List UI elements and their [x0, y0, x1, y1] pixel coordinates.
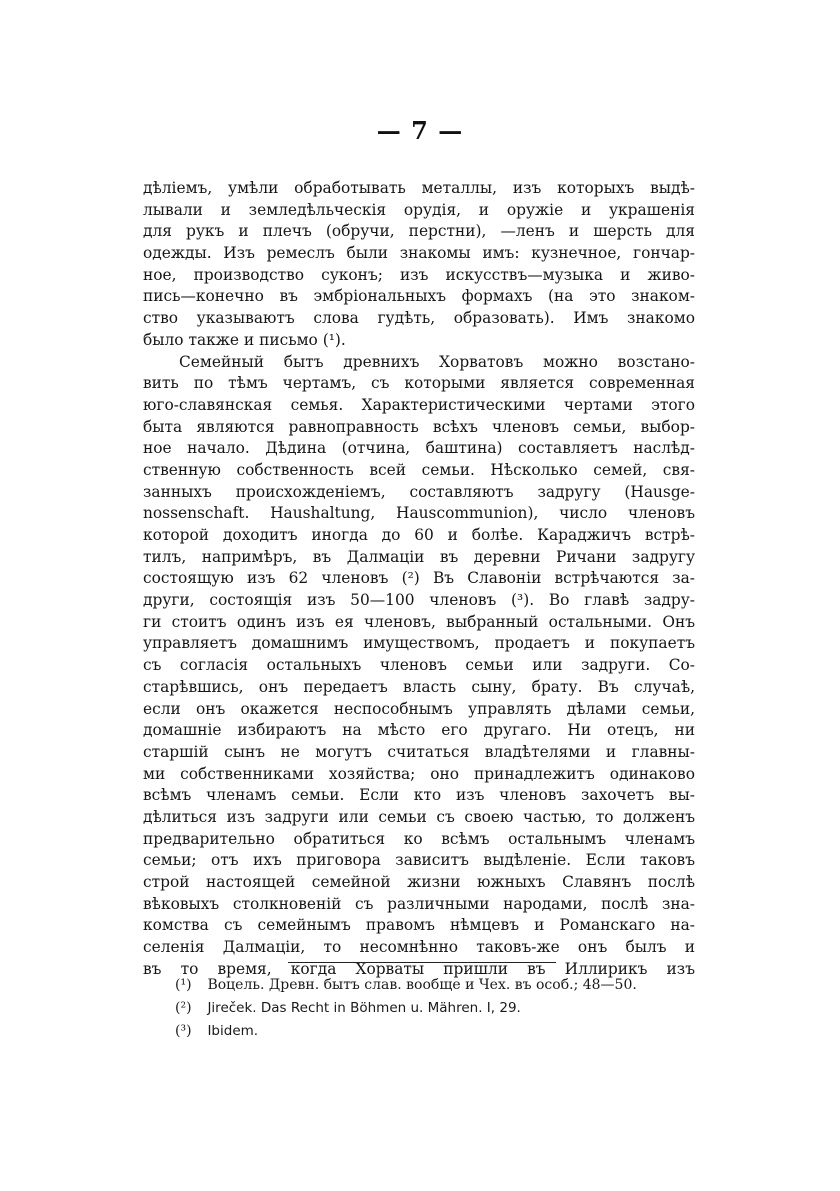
text-line: вѣковыхъ столкновеній съ различными народами, послѣ зна-: [143, 894, 695, 913]
text-line: други, состоящія изъ 50—100 членовъ (³). Во главѣ задру-: [143, 591, 695, 610]
text-line: одежды. Изъ ремеслъ были знакомы имъ: кузнечное, гончар-: [143, 244, 695, 263]
text-line: вить по тѣмъ чертамъ, съ которыми является современная: [143, 374, 695, 393]
text-line: въ то время, когда Хорваты пришли въ Иллирикъ изъ: [143, 959, 695, 978]
text-line: тилъ, напримѣръ, въ Далмаціи въ деревни Ричани задругу: [143, 547, 695, 566]
footnote-1: [175, 974, 695, 997]
text-line: ми собственниками хозяйства; оно принадлежитъ одинаково: [143, 764, 695, 783]
text-line: nossenschaft. Haushaltung, Hauscommunion), число членовъ: [143, 504, 695, 523]
text-line: было также и письмо (¹).: [143, 330, 346, 349]
footnote-text: Jireček. Das Recht in Böhmen u. Mähren. I, 29.: [207, 1000, 521, 1016]
text-line: управляетъ домашнимъ имуществомъ, продаетъ и покупаетъ: [143, 634, 695, 653]
text-line: ги стоитъ одинъ изъ ея членовъ, выбранный остальными. Онъ: [143, 612, 695, 631]
text-line: комства съ семейнымъ правомъ нѣмцевъ и Романскаго на-: [143, 916, 695, 935]
text-line: лывали и земледѣльческія орудія, и оружіе и украшенія: [143, 200, 695, 219]
footnote-2: [175, 997, 695, 1020]
text-line: занныхъ происхожденіемъ, составляютъ задругу (Hausge-: [143, 482, 695, 501]
text-line: съ согласія остальныхъ членовъ семьи или задруги. Со-: [143, 656, 695, 675]
text-line: ное начало. Дѣдина (отчина, баштина) составляетъ наслѣд-: [143, 439, 695, 458]
footnote-text: Ibidem.: [207, 1023, 259, 1039]
text-line: старшій сынъ не могутъ считаться владѣтелями и главны-: [143, 742, 695, 761]
footnote-divider: [288, 962, 556, 963]
text-line: дѣлиться изъ задруги или семьи съ своею частью, то долженъ: [143, 807, 695, 826]
text-line: если онъ окажется неспособнымъ управлять дѣлами семьи,: [143, 699, 695, 718]
text-line: дѣліемъ, умѣли обработывать металлы, изъ которыхъ выдѣ-: [143, 179, 695, 197]
text-line: пись—конечно въ эмбріональныхъ формахъ (на это знаком-: [143, 287, 695, 306]
page-number: — 7 —: [376, 116, 464, 145]
text-line: быта являются равноправность всѣхъ членовъ семьи, выбор-: [143, 417, 695, 436]
text-line: семьи; отъ ихъ приговора зависитъ выдѣленіе. Если таковъ: [143, 851, 695, 870]
footnote-3: [175, 1020, 695, 1043]
text-line: строй настоящей семейной жизни южныхъ Славянъ послѣ: [143, 873, 695, 891]
footnote-marker: (²): [175, 1000, 192, 1016]
footnote-text: Воцель. Древн. бытъ слав. вообще и Чех. въ особ.; 48—50.: [207, 977, 637, 993]
text-line: ное, производство суконъ; изъ искусствъ—музыка и живо-: [143, 265, 695, 284]
text-line: предварительно обратиться ко всѣмъ остальнымъ членамъ: [143, 829, 695, 848]
body-text: [143, 178, 695, 980]
text-line: юго-славянская семья. Характеристическими чертами этого: [143, 395, 695, 414]
text-line: селенія Далмаціи, то несомнѣнно таковъ-же онъ былъ и: [143, 938, 695, 957]
text-line: которой доходитъ иногда до 60 и болѣе. Караджичъ встрѣ-: [143, 526, 695, 544]
text-line: для рукъ и плечъ (обручи, перстни), —ленъ и шерсть для: [143, 222, 695, 241]
text-line: всѣмъ членамъ семьи. Если кто изъ членовъ захочетъ вы-: [143, 786, 695, 805]
footnote-marker: (³): [175, 1023, 192, 1039]
text-line: состоящую изъ 62 членовъ (²) Въ Славоніи встрѣчаются за-: [143, 569, 695, 588]
footnote-marker: (¹): [175, 977, 192, 993]
text-line: домашніе избираютъ на мѣсто его другаго. Ни отецъ, ни: [143, 721, 695, 740]
footnotes: [175, 974, 695, 1043]
text-line: ственную собственность всей семьи. Нѣсколько семей, свя-: [143, 460, 695, 479]
paragraph-start-line: Семейный бытъ древнихъ Хорватовъ можно возстано-: [179, 352, 695, 371]
text-line: ство указываютъ слова гудѣть, образовать). Имъ знакомо: [143, 309, 695, 328]
text-line: старѣвшись, онъ передаетъ власть сыну, брату. Въ случаѣ,: [143, 677, 695, 696]
